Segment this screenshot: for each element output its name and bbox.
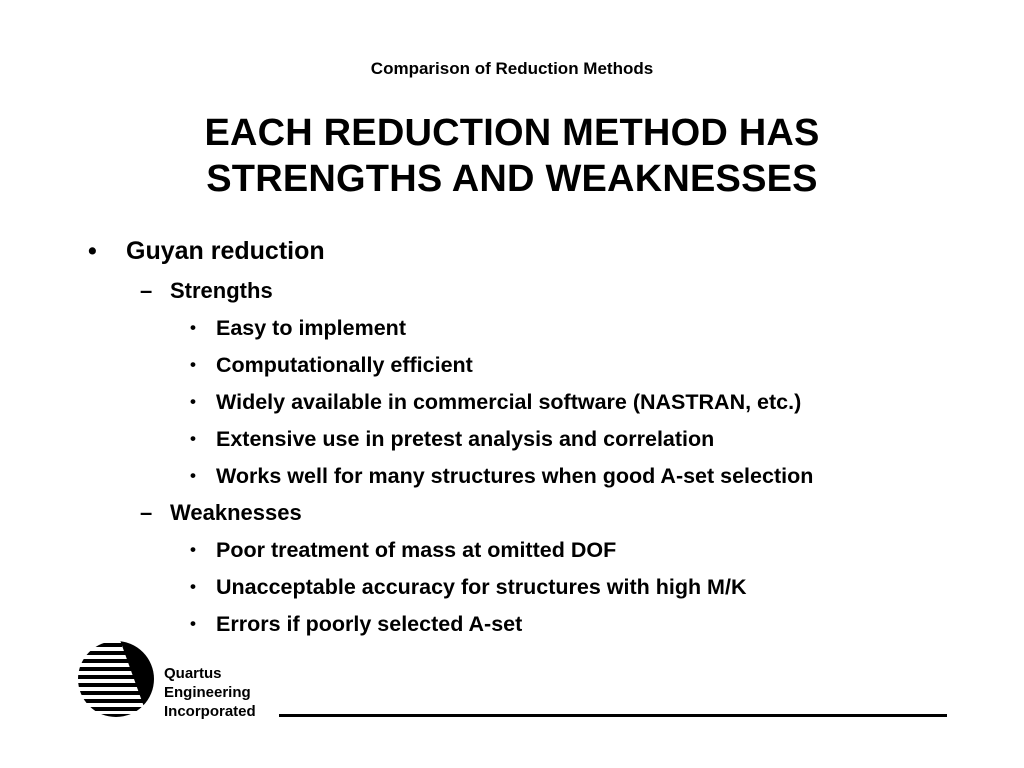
- company-name-line-2: Engineering: [164, 684, 251, 701]
- strength-item-text: Easy to implement: [216, 316, 406, 340]
- weakness-item-text: Poor treatment of mass at omitted DOF: [216, 538, 617, 562]
- strength-item-text: Extensive use in pretest analysis and correlation: [216, 427, 715, 451]
- bullet-icon: •: [190, 355, 196, 374]
- quartus-logo-icon: [76, 640, 156, 718]
- weakness-item-text: Errors if poorly selected A-set: [216, 612, 523, 636]
- footer-rule: [279, 714, 947, 717]
- slide-title-line-1: EACH REDUCTION METHOD HAS: [204, 112, 820, 154]
- bullet-icon: •: [190, 540, 196, 559]
- company-name-line-3: Incorporated: [164, 703, 256, 720]
- slide-subtitle: Comparison of Reduction Methods: [370, 59, 654, 78]
- slide-title-line-2: STRENGTHS AND WEAKNESSES: [206, 158, 818, 200]
- company-name: [164, 664, 256, 721]
- subheading-label: Strengths: [170, 278, 273, 303]
- company-name-line-1: Quartus: [164, 665, 222, 682]
- bullet-label: Guyan reduction: [126, 237, 325, 265]
- dash-icon: –: [140, 278, 153, 303]
- bullet-icon: •: [190, 466, 196, 485]
- subheading-label: Weaknesses: [170, 500, 302, 525]
- weakness-item-text: Unacceptable accuracy for structures with high M/K: [216, 575, 747, 599]
- bullet-icon: •: [190, 577, 196, 596]
- bullet-icon: •: [190, 429, 196, 448]
- strength-item-text: Widely available in commercial software (NASTRAN, etc.): [216, 390, 802, 414]
- dash-icon: –: [140, 500, 153, 525]
- bullet-icon: •: [190, 318, 196, 337]
- strength-item-text: Works well for many structures when good A-set selection: [216, 464, 814, 488]
- bullet-icon: •: [88, 237, 97, 265]
- slide-title: [0, 110, 1024, 202]
- bullet-icon: •: [190, 614, 196, 633]
- bullet-icon: •: [190, 392, 196, 411]
- strength-item-text: Computationally efficient: [216, 353, 473, 377]
